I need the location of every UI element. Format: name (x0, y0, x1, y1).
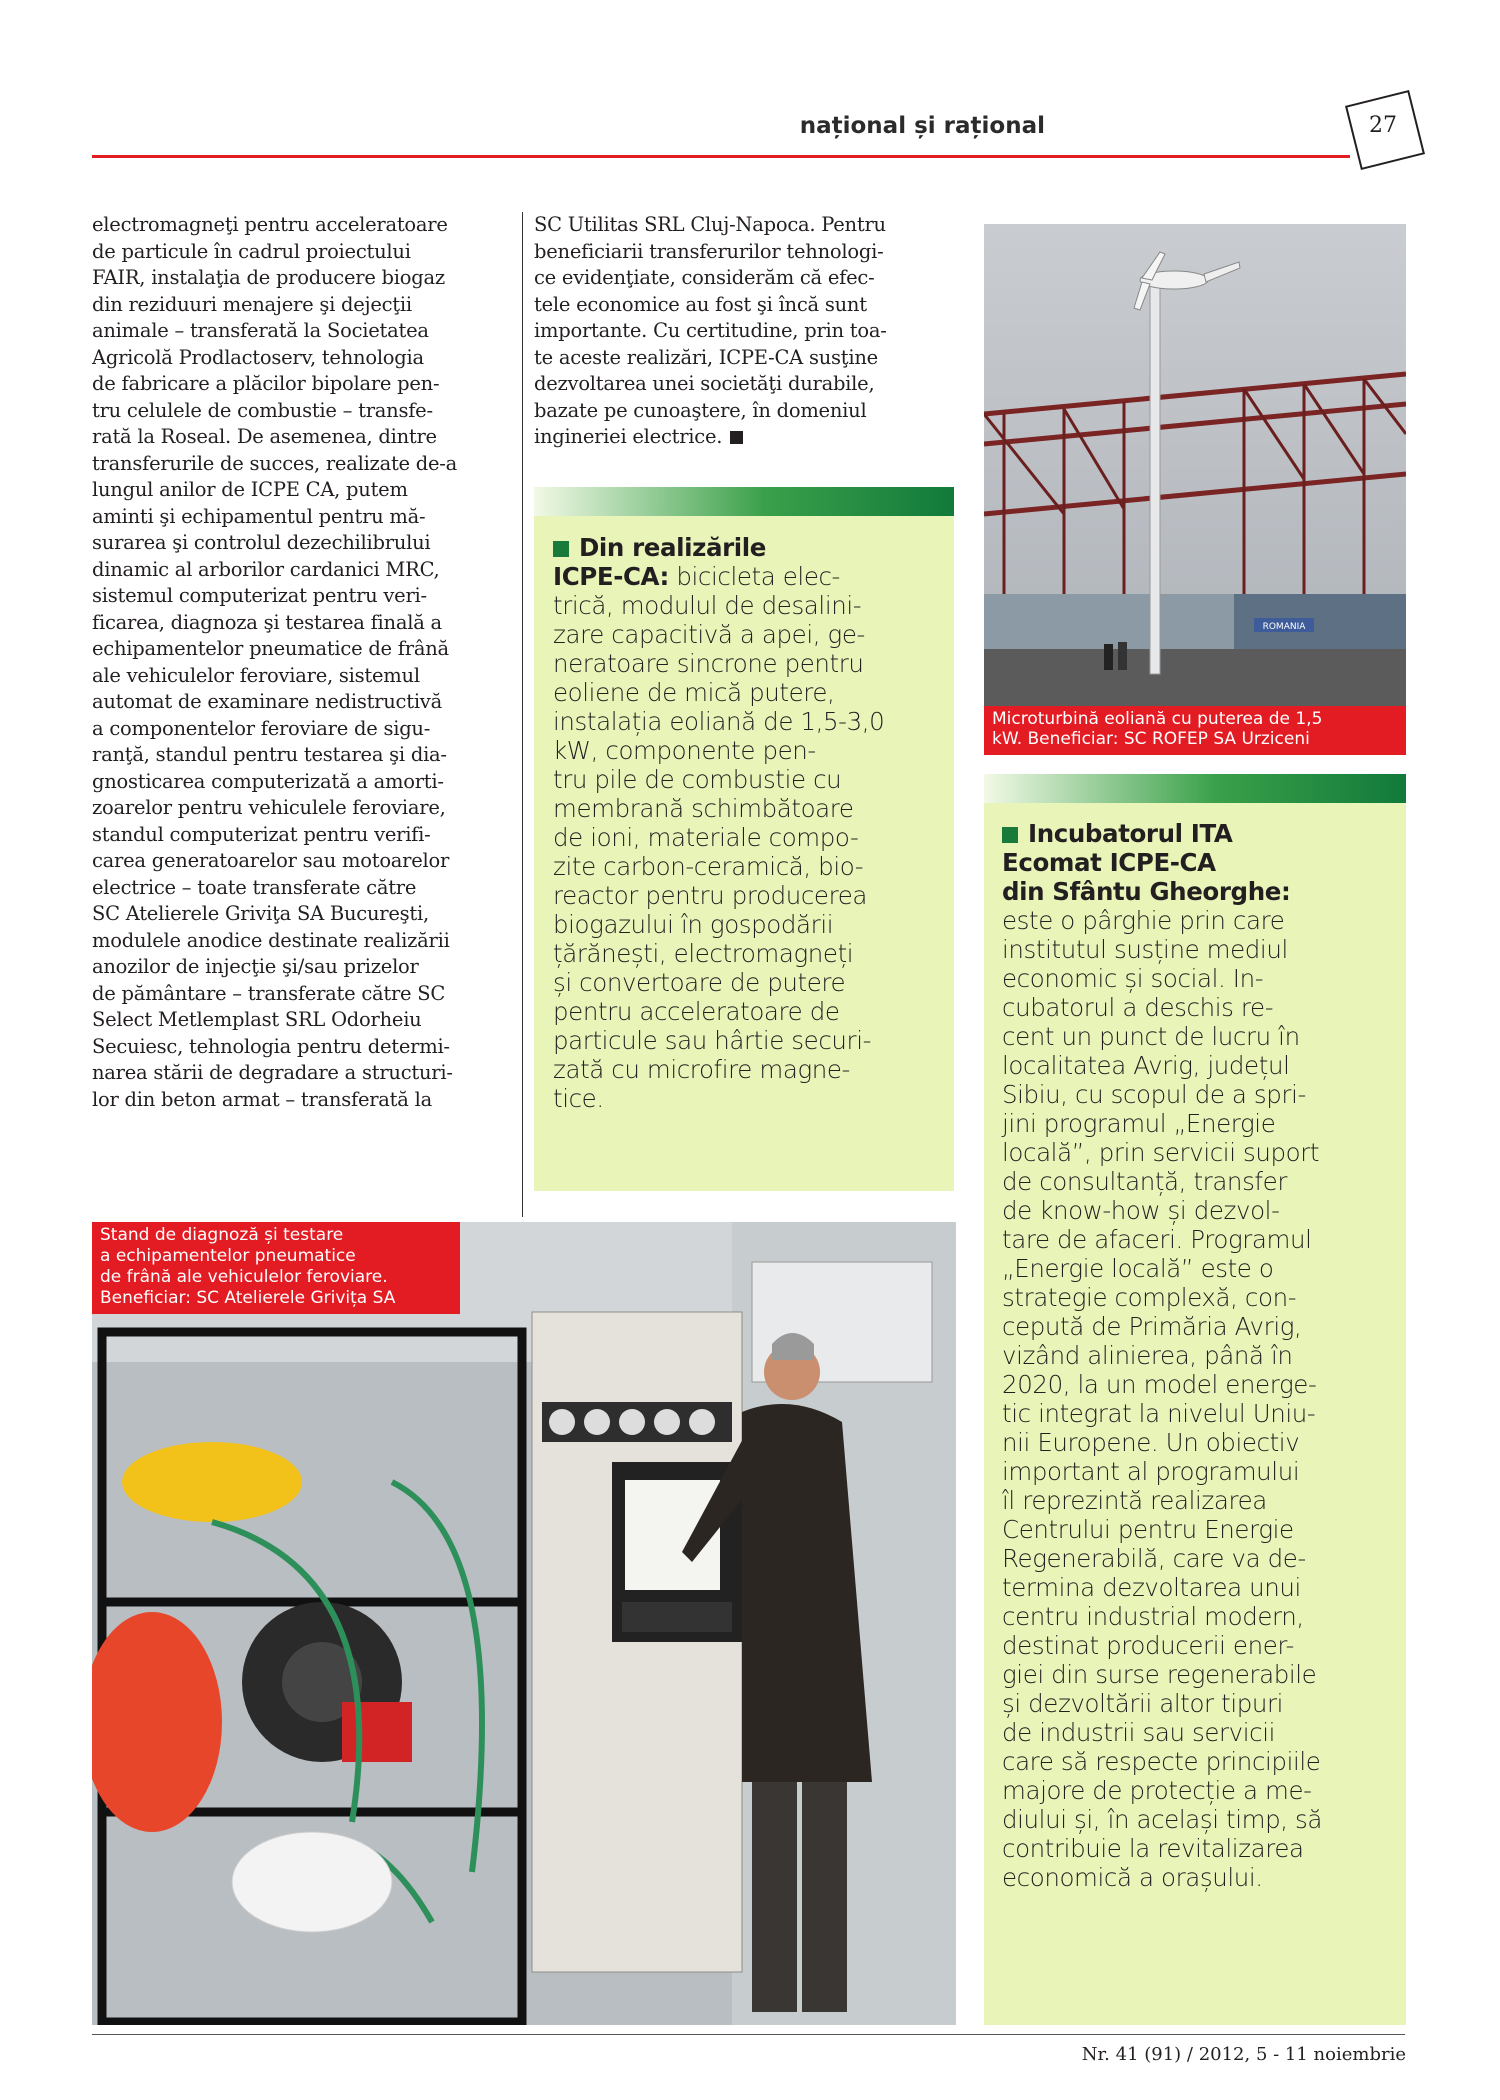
body-text-line: modulele anodice destinate realizării (92, 928, 450, 952)
box2-green-bar (984, 774, 1406, 803)
box-text-line: particule sau hârtie securi- (553, 1026, 872, 1055)
box-text-line: institutul susține mediul (1002, 935, 1288, 964)
box-text-line: reactor pentru producerea (553, 881, 868, 910)
box-text-line: tru pile de combustie cu (553, 765, 842, 794)
stand-caption (92, 1222, 460, 1314)
turbine-caption (984, 706, 1406, 755)
body-text-line: dinamic al arborilor cardanici MRC, (92, 557, 440, 581)
box-text-line: pentru acceleratoare de (553, 997, 840, 1026)
body-text-line: a componentelor feroviare de sigu- (92, 716, 431, 740)
box-text-line: cepută de Primăria Avrig, (1002, 1312, 1302, 1341)
body-text-line: de pământare – transferate către SC (92, 981, 446, 1005)
body-text-line: lungul anilor de ICPE CA, putem (92, 478, 408, 501)
body-text-line: surarea şi controlul dezechilibrului (92, 531, 431, 554)
box-text-line: giei din surse regenerabile (1002, 1660, 1317, 1689)
test-stand-image (92, 1222, 956, 2025)
body-text-line: beneficiarii transferurilor tehnologi- (534, 239, 884, 263)
article-column-1 (92, 212, 512, 1113)
box-text-line: și convertoare de putere (553, 968, 846, 997)
box-text-line: zite carbon-ceramică, bio- (553, 852, 864, 881)
box-text-line: tice. (553, 1084, 604, 1113)
box-text-line: cubatorul a deschis re- (1002, 993, 1274, 1022)
body-text-line: tru celulele de combustie – transfe- (92, 398, 433, 422)
box2-heading-line3: din Sfântu Gheorghe: (1002, 877, 1291, 906)
body-text-line: lor din beton armat – transferată la (92, 1087, 432, 1111)
body-text-line: ficarea, diagnoza şi testarea finală a (92, 610, 442, 634)
body-text-line: Select Metlemplast SRL Odorheiu (92, 1008, 422, 1031)
section-title: național și rațional (799, 113, 1045, 139)
box1-heading-rest: bicicleta elec- (668, 562, 840, 591)
body-text-line: bazate pe cunoaştere, în domeniul (534, 398, 867, 422)
box-text-line: contribuie la revitalizarea (1002, 1834, 1304, 1863)
body-text-line: rată la Roseal. De asemenea, dintre (92, 425, 437, 448)
body-text-line: gnosticarea computerizată a amorti- (92, 769, 444, 793)
body-text-line: anozilor de injecţie şi/sau prizelor (92, 955, 419, 978)
stand-caption-line: a echipamentelor pneumatice (100, 1246, 356, 1266)
body-text-line: automat de examinare nedistructivă (92, 690, 442, 713)
wind-turbine-photo (984, 224, 1406, 706)
box-text-line: Centrului pentru Energie (1002, 1515, 1294, 1544)
end-of-article-icon (730, 431, 743, 444)
body-text-line: FAIR, instalaţia de producere biogaz (92, 266, 445, 289)
box-text-line: termina dezvoltarea unui (1002, 1573, 1301, 1602)
body-text-line: SC Atelierele Griviţa SA Bucureşti, (92, 902, 429, 925)
column-divider (522, 212, 523, 1217)
box-text-line: 2020, la un model energe- (1002, 1370, 1317, 1399)
achievements-box (534, 516, 954, 1191)
body-text-line: animale – transferată la Societatea (92, 319, 429, 342)
box-text-line: de know-how și dezvol- (1002, 1196, 1280, 1225)
box-text-line: zare capacitivă a apei, ge- (553, 620, 865, 649)
body-text-line: tele economice au fost şi încă sunt (534, 292, 867, 316)
body-text-line: de fabricare a plăcilor bipolare pen- (92, 372, 440, 395)
footer-rule (92, 2034, 1405, 2035)
header-rule (92, 155, 1350, 158)
incubator-box (984, 803, 1406, 2025)
box2-heading-line2: Ecomat ICPE-CA (1002, 848, 1216, 877)
box1-green-bar (534, 487, 954, 516)
box-text-line: îl reprezintă realizarea (1002, 1486, 1267, 1515)
box-text-line: este o pârghie prin care (1002, 906, 1285, 935)
wind-turbine-image (984, 224, 1406, 706)
body-text-line: carea generatoarelor sau motoarelor (92, 849, 450, 872)
box-text-line: de consultanță, transfer (1002, 1167, 1287, 1196)
body-text-line: ingineriei electrice. (534, 424, 954, 451)
body-text-line: sistemul computerizat pentru veri- (92, 584, 427, 607)
box-text-line: trică, modulul de desalini- (553, 591, 862, 620)
box1-heading: Din realizările (579, 533, 767, 562)
box1-heading-line2: ICPE-CA: (553, 562, 669, 591)
body-text-line: din reziduuri menajere şi dejecţii (92, 292, 412, 316)
body-text-line: Secuiesc, tehnologia pentru determi- (92, 1034, 450, 1058)
box-text-line: de ioni, materiale compo- (553, 823, 859, 852)
body-text-line: aminti şi echipamentul pentru mă- (92, 504, 426, 528)
romania-banner: ROMANIA (1262, 622, 1306, 632)
box-text-line: neratoare sincrone pentru (553, 649, 864, 678)
body-text-line: electrice – toate transferate către (92, 875, 417, 899)
box-text-line: membrană schimbătoare (553, 794, 854, 823)
body-text-line: narea stării de degradare a structuri- (92, 1061, 453, 1084)
box-text-line: centru industrial modern, (1002, 1602, 1304, 1631)
achievements-text (553, 533, 884, 1113)
box-text-line: economic și social. In- (1002, 964, 1264, 993)
box-text-line: vizând alinierea, până în (1002, 1341, 1293, 1370)
box-text-line: care să respecte principiile (1002, 1747, 1321, 1776)
box-text-line: eoliene de mică putere, (553, 678, 835, 707)
box-text-line: nii Europene. Un obiectiv (1002, 1428, 1300, 1457)
body-text-line: standul computerizat pentru verifi- (92, 822, 431, 846)
body-text-line: te aceste realizări, ICPE-CA susţine (534, 345, 878, 369)
body-text-line: transferurile de succes, realizate de-a (92, 451, 458, 475)
box-text-line: „Energie locală” este o (1002, 1254, 1274, 1283)
page-number: 27 (1369, 113, 1397, 138)
box-text-line: localitatea Avrig, județul (1002, 1051, 1290, 1080)
stand-caption-line: Stand de diagnoză și testare (100, 1225, 344, 1245)
stand-caption-line: de frână ale vehiculelor feroviare. (100, 1267, 388, 1287)
box-text-line: și dezvoltării altor tipuri (1002, 1689, 1284, 1718)
turbine-caption-line: Microturbină eoliană cu puterea de 1,5 (992, 709, 1323, 729)
body-text-line: importante. Cu certitudine, prin toa- (534, 319, 887, 342)
box-text-line: majore de protecție a me- (1002, 1776, 1312, 1805)
box-text-line: Regenerabilă, care va de- (1002, 1544, 1306, 1573)
issue-footer: Nr. 41 (91) / 2012, 5 - 11 noiembrie (1081, 2044, 1406, 2065)
box-text-line: biogazului în gospodării (553, 910, 834, 939)
body-text-line: echipamentelor pneumatice de frână (92, 637, 449, 660)
box-text-line: tare de afaceri. Programul (1002, 1225, 1312, 1254)
box-text-line: tic integrat la nivelul Uniu- (1002, 1399, 1316, 1428)
box-text-line: de industrii sau servicii (1002, 1718, 1276, 1747)
article-column-2 (534, 212, 954, 451)
box-text-line: locală”, prin servicii suport (1002, 1138, 1320, 1167)
body-text-line: ranţă, standul pentru testarea şi dia- (92, 743, 447, 766)
stand-caption-line: Beneficiar: SC Atelierele Grivița SA (100, 1288, 396, 1308)
body-text-line: zoarelor pentru vehiculele feroviare, (92, 796, 446, 819)
body-text-line: ale vehiculelor feroviare, sistemul (92, 663, 420, 687)
box-text-line: important al programului (1002, 1457, 1300, 1486)
body-text-line: SC Utilitas SRL Cluj-Napoca. Pentru (534, 213, 886, 236)
body-text-line: Agricolă Prodlactoserv, tehnologia (92, 345, 424, 369)
box-text-line: economică a orașului. (1002, 1863, 1263, 1892)
body-text-line: ce evidenţiate, considerăm că efec- (534, 266, 875, 289)
box-text-line: diului și, în același timp, să (1002, 1805, 1323, 1834)
box-text-line: jini programul „Energie (1002, 1109, 1276, 1138)
brake-test-stand-photo (92, 1222, 956, 2025)
box-text-line: instalația eoliană de 1,5-3,0 (553, 707, 885, 736)
box2-heading: Incubatorul ITA (1028, 819, 1233, 848)
body-text-line: dezvoltarea unei societăţi durabile, (534, 372, 875, 395)
turbine-caption-line: kW. Beneficiar: SC ROFEP SA Urziceni (992, 729, 1310, 749)
body-text-line: electromagneţi pentru acceleratoare (92, 213, 448, 236)
incubator-text (1002, 819, 1322, 1892)
body-text-line: de particule în cadrul proiectului (92, 239, 411, 263)
box-text-line: Sibiu, cu scopul de a spri- (1002, 1080, 1306, 1109)
square-bullet-icon (1002, 827, 1018, 843)
box-text-line: țărănești, electromagneți (553, 939, 854, 968)
box-text-line: cent un punct de lucru în (1002, 1022, 1300, 1051)
square-bullet-icon (553, 541, 569, 557)
box-text-line: zată cu microfire magne- (553, 1055, 850, 1084)
box-text-line: destinat producerii ener- (1002, 1631, 1294, 1660)
box-text-line: kW, componente pen- (553, 736, 816, 765)
box-text-line: strategie complexă, con- (1002, 1283, 1297, 1312)
